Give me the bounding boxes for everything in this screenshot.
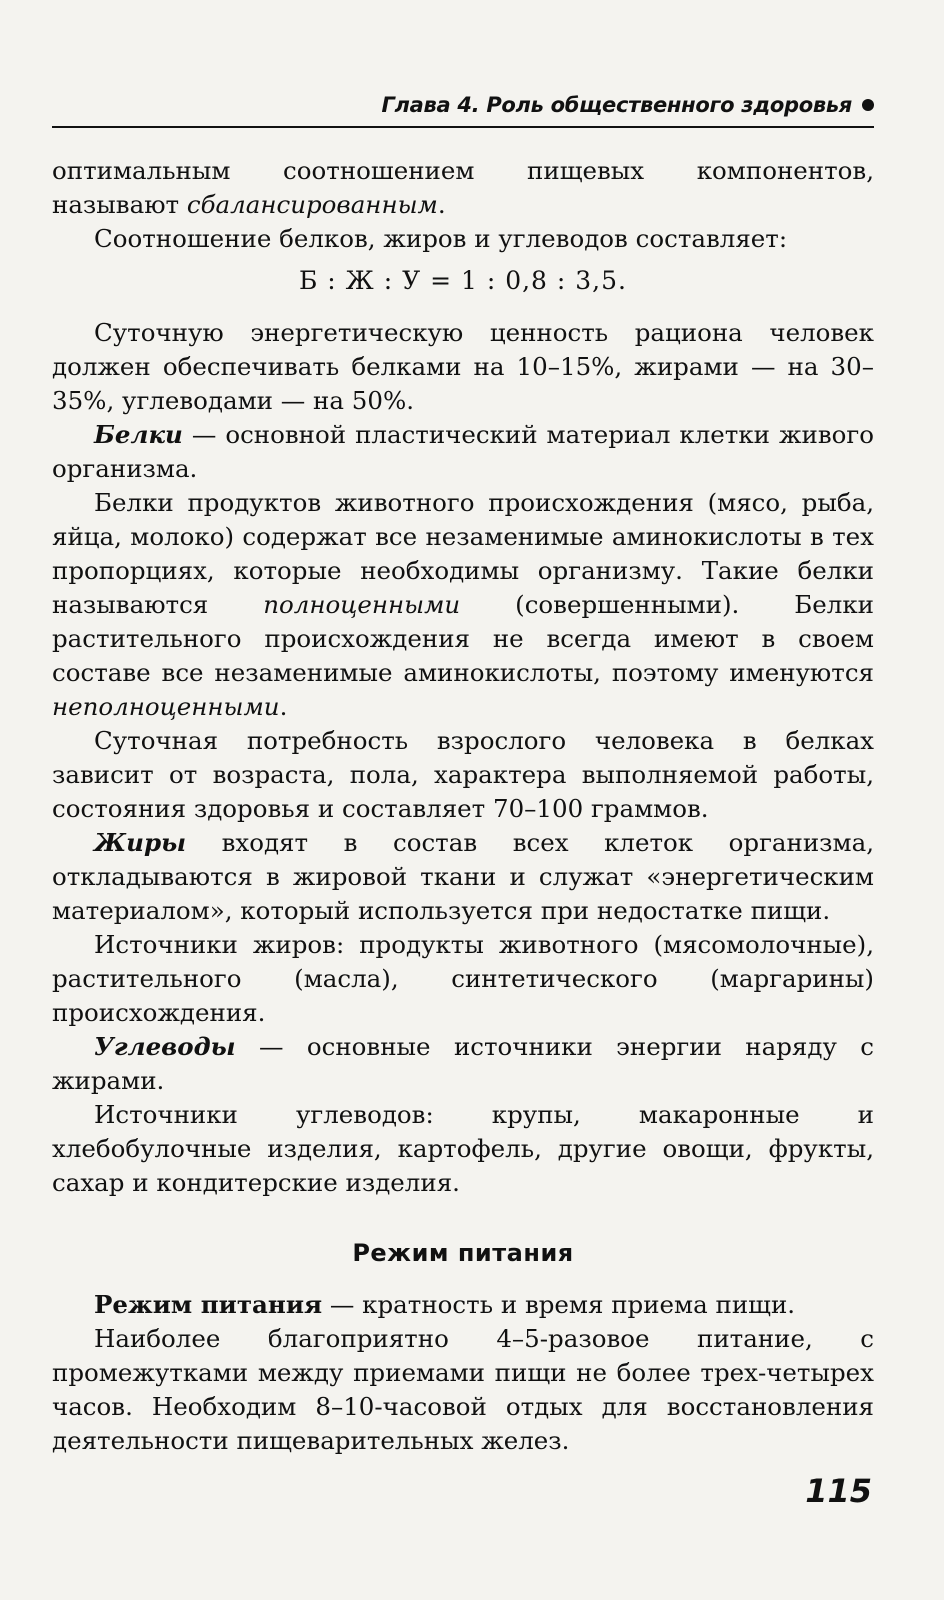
term-fats: Жиры: [94, 828, 187, 857]
paragraph-regimen-details: Наиболее благоприятно 4–5-разовое питание, с промежутками между приемами пищи не более трех-четырех часов. Необходим 8–10-часовой отдых для восстановления деятельности пищеварительных желез.: [52, 1324, 874, 1455]
paragraph-proteins: Белки — основной пластический материал клетки живого организма.: [52, 420, 874, 483]
page-number: 115: [805, 1472, 872, 1510]
paragraph-fats: Жиры входят в состав всех клеток организма, откладываются в жировой ткани и служат «энергетическим материалом», который используется при недостатке пищи.: [52, 828, 874, 925]
term-complete: полноценными: [263, 590, 461, 619]
term-carbs: Углеводы: [94, 1032, 236, 1061]
section-heading: Режим питания: [352, 1239, 574, 1267]
paragraph-regimen-def: Режим питания — кратность и время приема пищи.: [94, 1290, 796, 1319]
paragraph-protein-sources: Белки продуктов животного происхождения (мясо, рыба, яйца, молоко) содержат все незаменимые аминокислоты в тех пропорциях, которые необходимы организму. Такие белки называются полноценными (совершенными). Белки растительного происхождения не всегда имеют в своем составе все незаменимые аминокислоты, поэтому именуются неполноценными.: [52, 488, 874, 721]
paragraph-carbs: Углеводы — основные источники энергии наряду с жирами.: [52, 1032, 874, 1095]
body-text: [52, 154, 874, 1458]
paragraph-protein-need: Суточная потребность взрослого человека в белках зависит от возраста, пола, характера выполняемой работы, состояния здоровья и составляет 70–100 граммов.: [52, 726, 874, 823]
chapter-title: Глава 4. Роль общественного здоровья: [381, 93, 852, 117]
paragraph-energy: Суточную энергетическую ценность рациона человек должен обеспечивать белками на 10–15%, жирами — на 30–35%, углеводами — на 50%.: [52, 318, 874, 415]
term-proteins: Белки: [94, 420, 183, 449]
bullet-icon: [862, 99, 874, 111]
formula: Б : Ж : У = 1 : 0,8 : 3,5.: [298, 266, 627, 295]
term-balanced: сбалансированным: [186, 190, 438, 219]
term-regimen: Режим питания: [94, 1290, 323, 1319]
paragraph-continuation: оптимальным соотношением пищевых компонентов, называют сбалансированным.: [52, 156, 874, 219]
term-incomplete: неполноценными: [52, 692, 280, 721]
paragraph-fat-sources: Источники жиров: продукты животного (мясомолочные), растительного (масла), синтетического (маргарины) происхождения.: [52, 930, 874, 1027]
running-header: [52, 88, 874, 128]
paragraph-ratio: Соотношение белков, жиров и углеводов составляет:: [94, 224, 788, 253]
paragraph-carb-sources: Источники углеводов: крупы, макаронные и хлебобулочные изделия, картофель, другие овощи, фрукты, сахар и кондитерские изделия.: [52, 1100, 874, 1197]
